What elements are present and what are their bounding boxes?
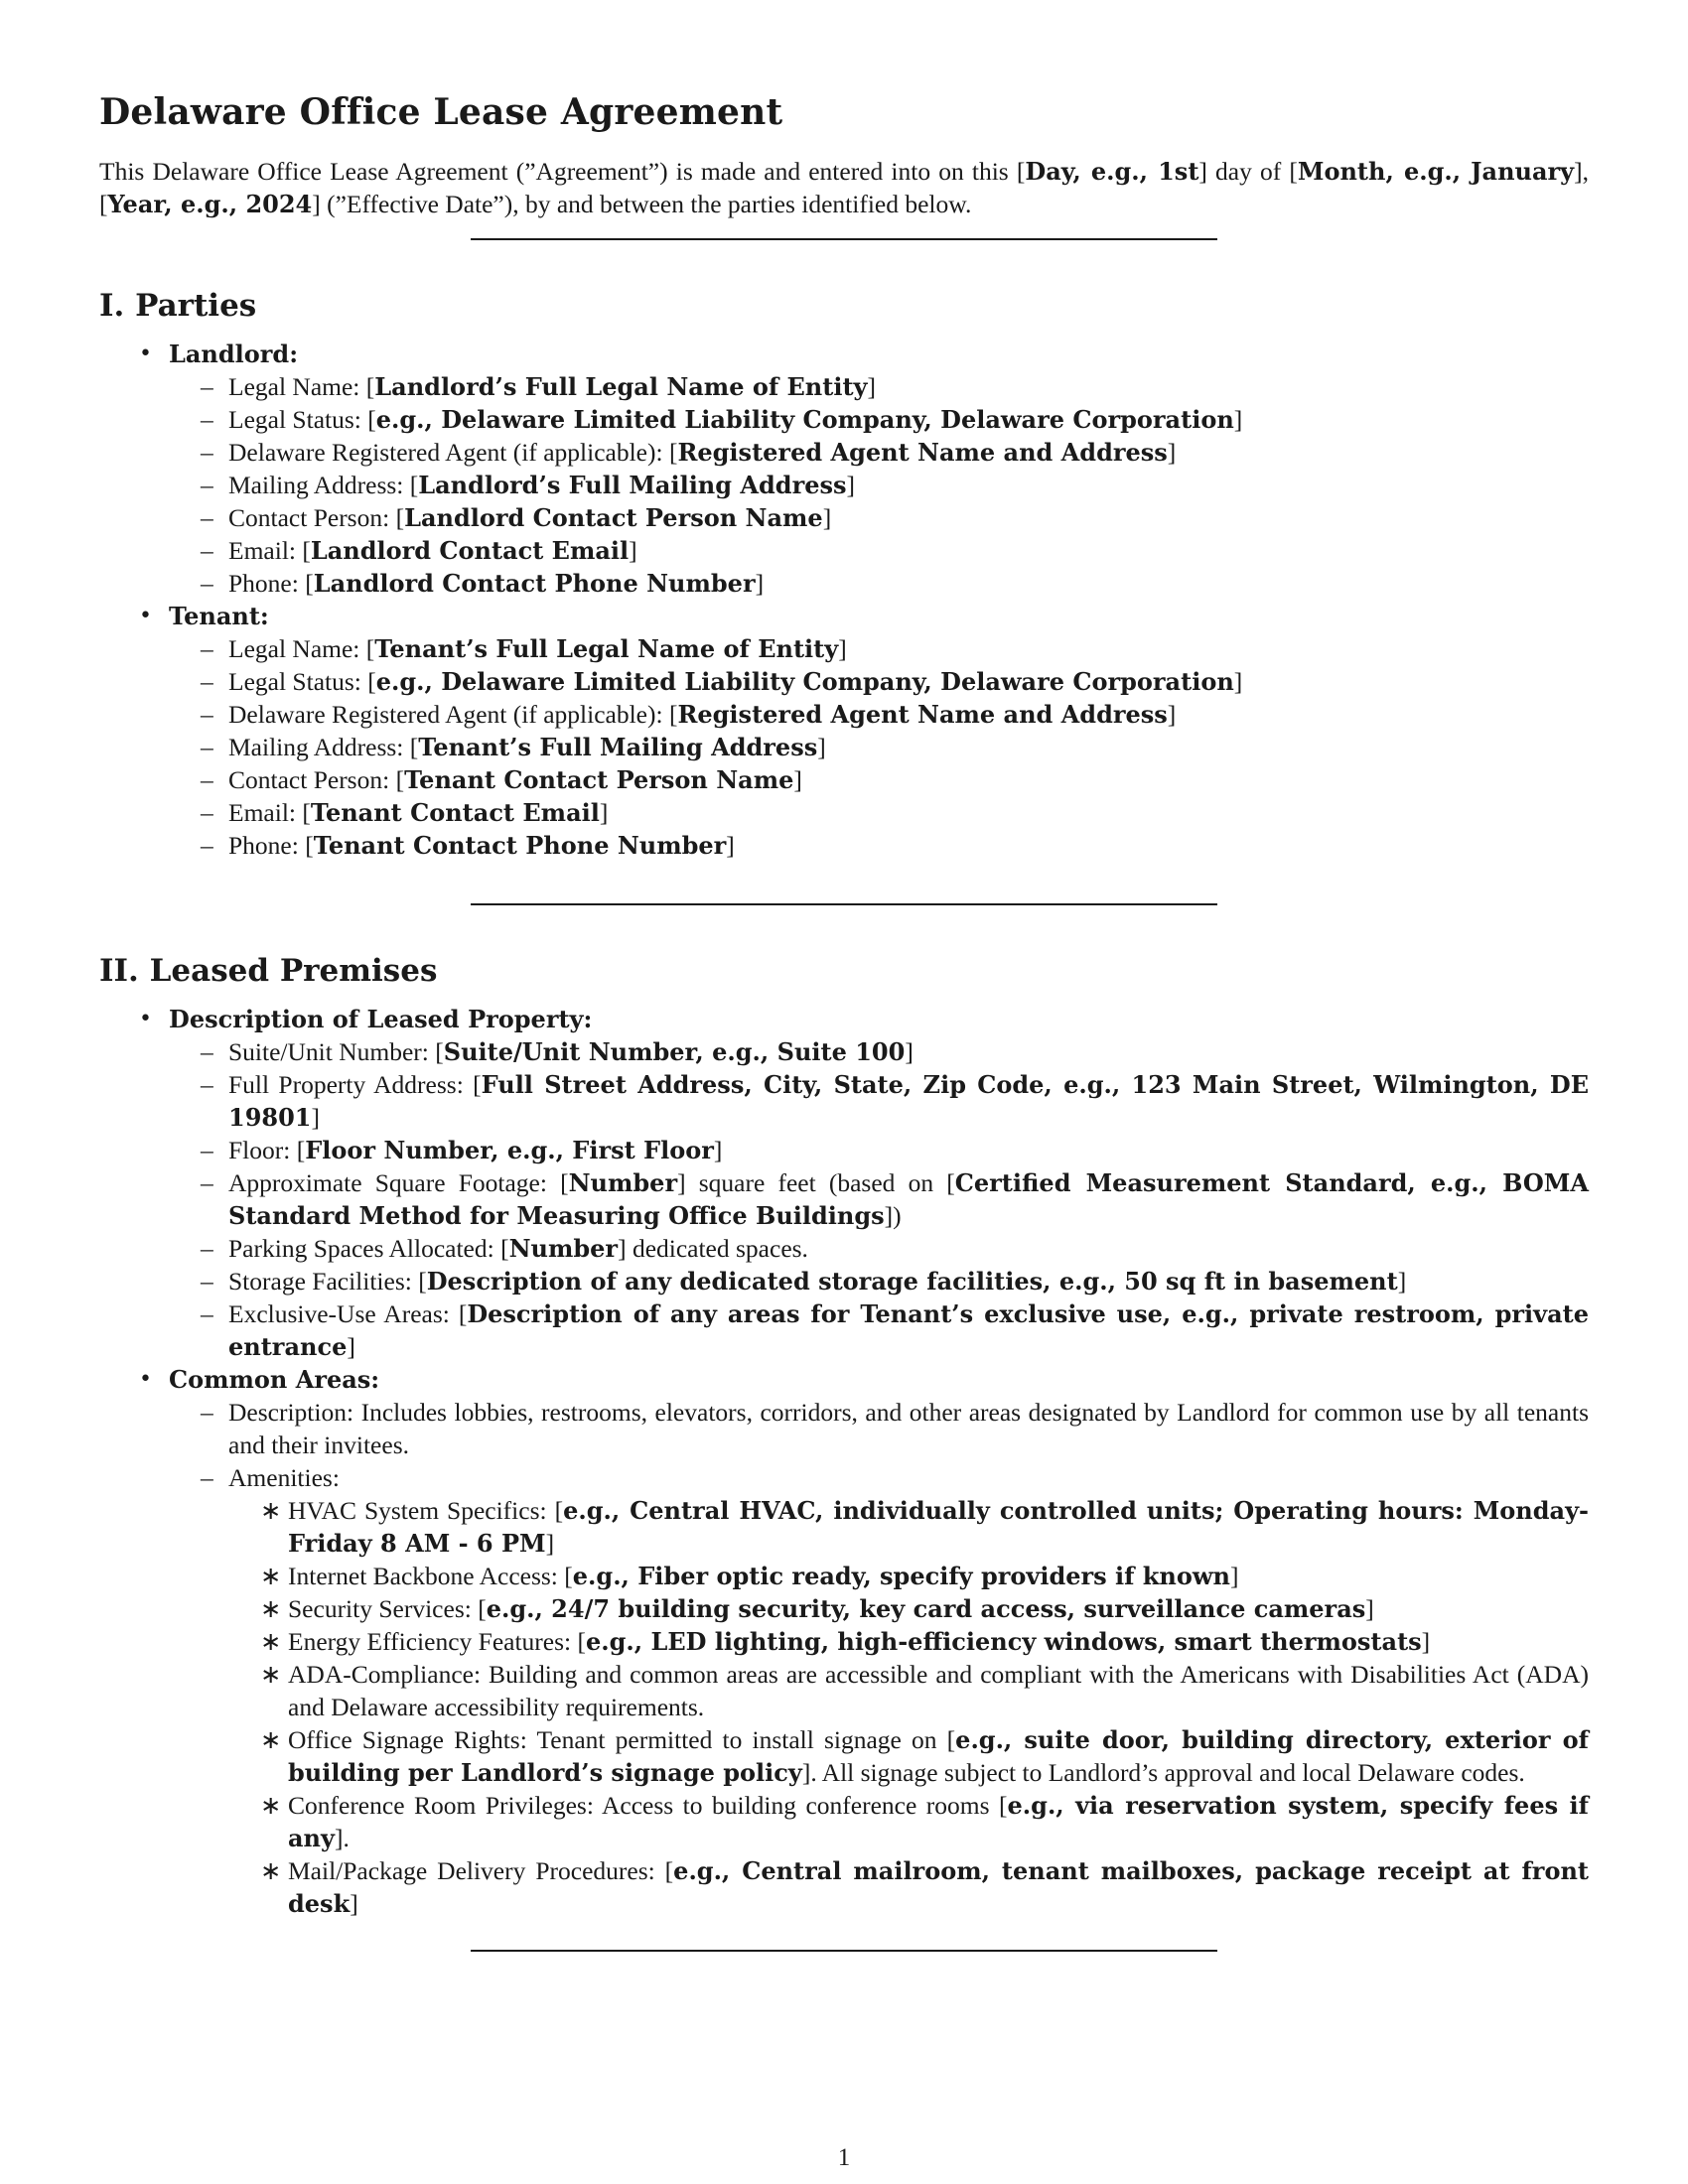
landlord-label: Landlord: [169, 340, 299, 368]
dash-icon: – [201, 733, 213, 761]
section-divider [471, 903, 1217, 905]
amenities: – Amenities: ∗ HVAC System Specifics: [e.g., Central HVAC, individually controlled units; Operating hours: Monday-Friday 8 AM - 6 PM] ∗ Internet Backbone Access: [e.g., Fiber optic ready, specify providers if known] ∗ Security Services: [e.g., 24/7 building security, key card access, surveillance cameras] ∗ Energy Efficiency Features: [e.g., LED lighting, high-efficiency windows, smart thermostats] ∗ ADA-Compliance: Building and common areas are accessible and compliant with the Americans with Disabilities Act (ADA) and Delaware accessibility requirements. ∗ Office Signage Rights: Tenant permitted to install signage on [e.g., suite door, building directory, exterior of building per Landlord’s signage policy]. All signage subject to Landlord’s approval and local Delaware codes. ∗ Conference Room Privileges: Access to building conference rooms [e.g., via reservation system, specify fees if any]. ∗ Mail/Package Delivery Procedures: [e.g., Central mailroom, tenant mailboxes, package receipt at front desk] [201, 1463, 1589, 1918]
document-page [99, 91, 1589, 1952]
asterisk-icon: ∗ [260, 1594, 282, 1623]
section-heading-premises: II. Leased Premises [99, 953, 438, 989]
asterisk-icon: ∗ [260, 1725, 282, 1754]
dash-icon: – [201, 831, 213, 860]
leased-property-label: Description of Leased Property: [169, 1005, 593, 1033]
bullet-icon: • [139, 341, 152, 366]
energy-efficiency: ∗ Energy Efficiency Features: [e.g., LED lighting, high-efficiency windows, smart thermostats] [260, 1627, 1431, 1656]
bullet-icon: • [139, 604, 152, 628]
leased-property-item [99, 1003, 1589, 1363]
month-placeholder: Month, e.g., January [1297, 157, 1575, 186]
landlord-contact-person: – Contact Person: [Landlord Contact Person Name] [201, 503, 832, 532]
section-divider [471, 1950, 1217, 1952]
exclusive-use-areas: – Exclusive-Use Areas: [Description of any areas for Tenant’s exclusive use, e.g., private restroom, private entrance] [201, 1299, 1589, 1361]
storage-facilities: – Storage Facilities: [Description of any dedicated storage facilities, e.g., 50 sq ft in basement] [201, 1267, 1407, 1296]
section-divider [471, 238, 1217, 240]
dash-icon: – [201, 1037, 213, 1066]
security-services: ∗ Security Services: [e.g., 24/7 building security, key card access, surveillance cameras] [260, 1594, 1374, 1623]
day-placeholder: Day, e.g., 1st [1025, 157, 1199, 186]
floor: – Floor: [Floor Number, e.g., First Floor] [201, 1136, 723, 1164]
year-placeholder: Year, e.g., 2024 [107, 190, 313, 218]
dash-icon: – [201, 634, 213, 663]
premises-list [99, 1003, 1589, 1920]
square-footage: – Approximate Square Footage: [Number] square feet (based on [Certified Measurement Standard, e.g., BOMA Standard Method for Measuring Office Buildings]) [201, 1168, 1589, 1230]
dash-icon: – [201, 372, 213, 401]
page-number: 1 [837, 2144, 851, 2171]
landlord-legal-name: – Legal Name: [Landlord’s Full Legal Name of Entity] [201, 372, 876, 401]
dash-icon: – [201, 536, 213, 565]
dash-icon: – [201, 1299, 213, 1328]
dash-icon: – [201, 765, 213, 794]
property-address: – Full Property Address: [Full Street Address, City, State, Zip Code, e.g., 123 Main Street, Wilmington, DE 19801] [201, 1070, 1590, 1132]
ada-compliance: ∗ ADA-Compliance: Building and common areas are accessible and compliant with the Americans with Disabilities Act (ADA) and Delaware accessibility requirements. [260, 1660, 1589, 1721]
dash-icon: – [201, 1463, 213, 1492]
signage-rights: ∗ Office Signage Rights: Tenant permitted to install signage on [e.g., suite door, building directory, exterior of building per Landlord’s signage policy]. All signage subject to Landlord’s approval and local Delaware codes. [260, 1725, 1589, 1787]
landlord-item [99, 338, 1589, 600]
dash-icon: – [201, 471, 213, 499]
dash-icon: – [201, 503, 213, 532]
dash-icon: – [201, 438, 213, 467]
parking-spaces: – Parking Spaces Allocated: [Number] dedicated spaces. [201, 1234, 808, 1263]
tenant-legal-name: – Legal Name: [Tenant’s Full Legal Name of Entity] [201, 634, 847, 663]
conference-room-privileges: ∗ Conference Room Privileges: Access to building conference rooms [e.g., via reservation system, specify fees if any]. [260, 1791, 1589, 1852]
landlord-legal-status: – Legal Status: [e.g., Delaware Limited Liability Company, Delaware Corporation] [201, 405, 1243, 434]
dash-icon: – [201, 405, 213, 434]
intro-paragraph: This Delaware Office Lease Agreement (”Agreement”) is made and entered into on this [Day, e.g., 1st] day of [Month, e.g., January], [Year, e.g., 2024] (”Effective Date”), by and between the parties identified below. [99, 157, 1590, 218]
hvac-specifics: ∗ HVAC System Specifics: [e.g., Central HVAC, individually controlled units; Operating hours: Monday-Friday 8 AM - 6 PM] [260, 1496, 1589, 1558]
tenant-email: – Email: [Tenant Contact Email] [201, 798, 609, 827]
asterisk-icon: ∗ [260, 1660, 282, 1689]
bullet-icon: • [139, 1007, 152, 1031]
dash-icon: – [201, 667, 213, 696]
asterisk-icon: ∗ [260, 1791, 282, 1820]
asterisk-icon: ∗ [260, 1562, 282, 1590]
dash-icon: – [201, 1398, 213, 1427]
tenant-registered-agent: – Delaware Registered Agent (if applicable): [Registered Agent Name and Address] [201, 700, 1177, 729]
landlord-email: – Email: [Landlord Contact Email] [201, 536, 637, 565]
mail-delivery-procedures: ∗ Mail/Package Delivery Procedures: [e.g., Central mailroom, tenant mailboxes, package receipt at front desk] [260, 1856, 1589, 1918]
common-areas-item [99, 1363, 1589, 1920]
dash-icon: – [201, 569, 213, 598]
tenant-legal-status: – Legal Status: [e.g., Delaware Limited Liability Company, Delaware Corporation] [201, 667, 1243, 696]
asterisk-icon: ∗ [260, 1496, 282, 1525]
internet-access: ∗ Internet Backbone Access: [e.g., Fiber optic ready, specify providers if known] [260, 1562, 1239, 1590]
section-heading-parties: I. Parties [99, 288, 257, 324]
tenant-item [99, 600, 1589, 862]
dash-icon: – [201, 1070, 213, 1099]
common-areas-label: Common Areas: [169, 1365, 380, 1394]
bullet-icon: • [139, 1367, 152, 1392]
dash-icon: – [201, 700, 213, 729]
dash-icon: – [201, 1267, 213, 1296]
dash-icon: – [201, 1136, 213, 1164]
common-areas-description: – Description: Includes lobbies, restrooms, elevators, corridors, and other areas designated by Landlord for common use by all tenants and their invitees. [201, 1398, 1589, 1459]
asterisk-icon: ∗ [260, 1856, 282, 1885]
dash-icon: – [201, 1168, 213, 1197]
landlord-mailing-address: – Mailing Address: [Landlord’s Full Mailing Address] [201, 471, 856, 499]
landlord-registered-agent: – Delaware Registered Agent (if applicable): [Registered Agent Name and Address] [201, 438, 1177, 467]
dash-icon: – [201, 798, 213, 827]
document-title: Delaware Office Lease Agreement [99, 91, 783, 133]
suite-number: – Suite/Unit Number: [Suite/Unit Number, e.g., Suite 100] [201, 1037, 914, 1066]
tenant-mailing-address: – Mailing Address: [Tenant’s Full Mailing Address] [201, 733, 826, 761]
asterisk-icon: ∗ [260, 1627, 282, 1656]
parties-list [99, 338, 1589, 862]
tenant-contact-person: – Contact Person: [Tenant Contact Person Name] [201, 765, 802, 794]
landlord-phone: – Phone: [Landlord Contact Phone Number] [201, 569, 765, 598]
dash-icon: – [201, 1234, 213, 1263]
tenant-label: Tenant: [169, 602, 269, 630]
tenant-phone: – Phone: [Tenant Contact Phone Number] [201, 831, 735, 860]
